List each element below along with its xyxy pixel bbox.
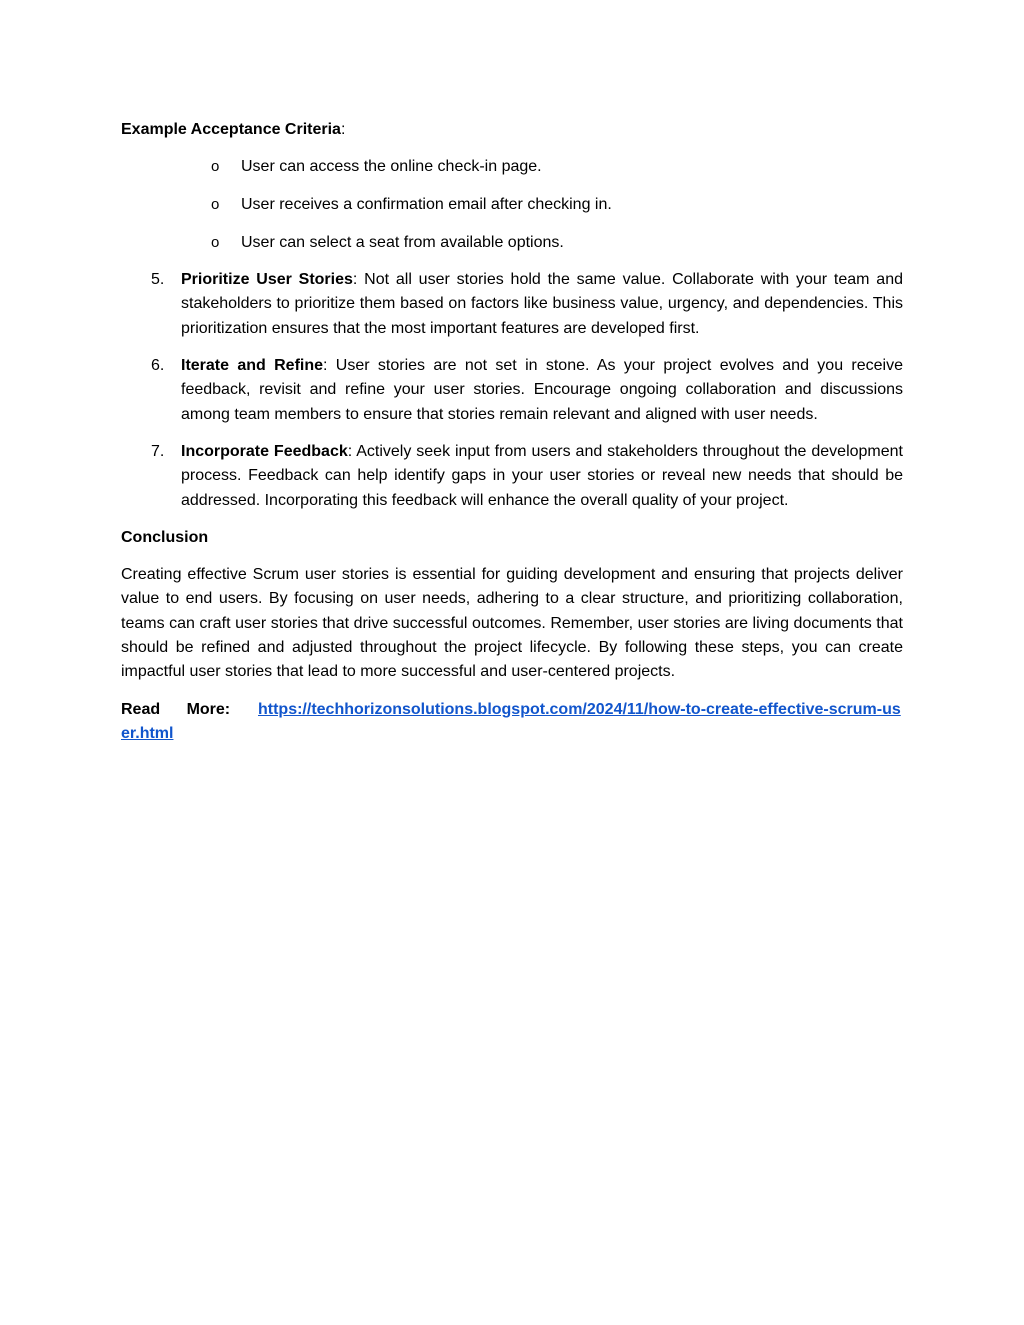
acceptance-criteria-item — [121, 231, 903, 255]
step-text: : User stories are not set in stone. As your project evolves and you receive feedback, revisit and refine your user stories. Encourage ongoing collaboration and discussions among team members to ensure that stories remain relevant and aligned with user needs. — [181, 357, 903, 423]
step-item-feedback — [121, 440, 903, 513]
acceptance-criteria-text: User can access the online check-in page. — [241, 158, 542, 176]
acceptance-criteria-list — [121, 155, 903, 255]
circle-bullet-icon: o — [211, 196, 220, 214]
read-more-label: Read More: — [121, 700, 231, 718]
acceptance-criteria-item — [121, 193, 903, 217]
step-title: Iterate and Refine — [181, 357, 324, 375]
step-number: 7. — [151, 442, 165, 460]
step-text: : Actively seek input from users and stakeholders throughout the development process. Feedback can help identify gaps in your user stories or reveal new needs that should be addressed. Incorporating this feedback will enhance the overall quality of your project. — [181, 442, 903, 509]
step-item-prioritize — [121, 268, 903, 341]
circle-bullet-icon: o — [211, 233, 220, 251]
step-text: : Not all user stories hold the same value. Collaborate with your team and stakeholders to prioritize them based on factors like business value, urgency, and dependencies. This prioritization ensures that the most important features are developed first. — [181, 271, 904, 337]
step-number: 6. — [151, 357, 165, 375]
conclusion-heading: Conclusion — [121, 528, 209, 546]
acceptance-criteria-title: Example Acceptance Criteria — [121, 121, 341, 138]
step-item-iterate — [121, 354, 903, 427]
read-more-line — [121, 698, 903, 747]
acceptance-criteria-text: User receives a confirmation email after checking in. — [241, 196, 612, 214]
step-number: 5. — [151, 271, 165, 289]
acceptance-criteria-text: User can select a seat from available options. — [241, 233, 564, 251]
acceptance-criteria-colon: : — [340, 121, 346, 138]
step-title: Prioritize User Stories — [181, 271, 353, 289]
steps-list — [121, 268, 903, 513]
circle-bullet-icon: o — [211, 158, 220, 176]
read-more-link[interactable]: https://techhorizonsolutions.blogspot.com/2024/11/how-to-create-effective-scrum-user.html — [121, 700, 901, 742]
acceptance-criteria-heading — [121, 118, 903, 142]
document-page — [121, 118, 903, 746]
acceptance-criteria-item — [121, 155, 903, 179]
conclusion-body: Creating effective Scrum user stories is essential for guiding development and ensuring that projects deliver value to end users. By focusing on user needs, adhering to a clear structure, and prioritizing collaboration, teams can craft user stories that drive successful outcomes. Remember, user stories are living documents that should be refined and adjusted throughout the project lifecycle. By following these steps, you can create impactful user stories that lead to more successful and user-centered projects. — [121, 566, 903, 681]
step-title: Incorporate Feedback — [181, 442, 348, 460]
